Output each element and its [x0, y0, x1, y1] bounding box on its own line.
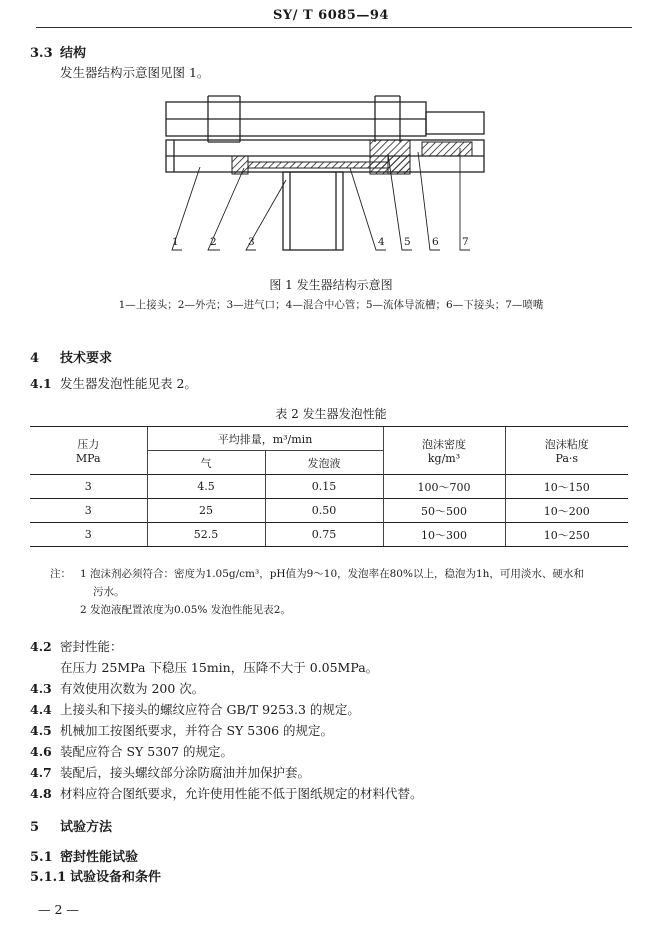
header-liquid: 发泡液: [265, 451, 383, 475]
section-4-3: [30, 679, 204, 697]
table-row: [30, 499, 628, 523]
header-viscosity: [505, 427, 628, 475]
cell-gas: 25: [147, 499, 265, 523]
cell-density: 100～700: [383, 475, 505, 499]
cell-pressure: 3: [30, 499, 147, 523]
section-number: 4.4: [30, 702, 52, 717]
section-4-4: [30, 700, 360, 718]
header-rule: [36, 27, 632, 28]
header-density-label: 泡沫密度: [422, 438, 466, 451]
cell-viscosity: 10～250: [505, 523, 628, 547]
section-title: 试验设备和条件: [70, 870, 162, 885]
cell-pressure: 3: [30, 523, 147, 547]
table-note-2: 2 发泡液配置浓度为0.05% 发泡性能见表2。: [80, 604, 291, 616]
table-2-title: 表 2 发生器发泡性能: [275, 407, 387, 421]
header-pressure: [30, 427, 147, 475]
section-4-7: [30, 763, 310, 781]
section-text: 装配后，接头螺纹部分涂防腐油并加保护套。: [60, 765, 311, 780]
header-gas: 气: [147, 451, 265, 475]
header-pressure-unit: MPa: [75, 452, 101, 465]
table-2: [30, 426, 628, 547]
section-number: 4.2: [30, 639, 52, 654]
figure-label-1: 1: [172, 236, 179, 248]
table-row: [30, 523, 628, 547]
section-number: 4.6: [30, 744, 52, 759]
section-text: 有效使用次数为 200 次。: [60, 681, 205, 696]
cell-density: 10～300: [383, 523, 505, 547]
cell-viscosity: 10～200: [505, 499, 628, 523]
figure-label-5: 5: [404, 236, 411, 248]
cell-gas: 4.5: [147, 475, 265, 499]
section-number: 4.1: [30, 376, 52, 391]
standard-header: SY/ T 6085—94: [273, 8, 389, 23]
cell-viscosity: 10～150: [505, 475, 628, 499]
section-title: 密封性能试验: [60, 850, 139, 865]
section-text: 材料应符合图纸要求，允许使用性能不低于图纸规定的材料代替。: [60, 786, 423, 801]
section-4-5: [30, 721, 333, 739]
section-5-heading: [30, 816, 112, 835]
section-4-1: [30, 374, 197, 392]
table-note-1: 1 泡沫剂必须符合：密度为1.05g/cm³，pH值为9～10，发泡率在80%以上，稳泡为1h，可用淡水、硬水和: [80, 568, 584, 580]
section-text: 发生器发泡性能见表 2。: [60, 376, 197, 391]
figure-label-3: 3: [248, 236, 255, 248]
header-flow: 平均排量，m³/min: [147, 427, 383, 451]
cell-pressure: 3: [30, 475, 147, 499]
cell-gas: 52.5: [147, 523, 265, 547]
figure-label-6: 6: [432, 236, 439, 248]
section-number: 4.5: [30, 723, 52, 738]
section-text: 机械加工按图纸要求，并符合 SY 5306 的规定。: [60, 723, 334, 738]
section-5-1-heading: [30, 846, 138, 865]
figure-1-legend: 1—上接头；2—外壳；3—进气口；4—混合中心管；5—流体导流槽；6—下接头；7—喷嘴: [118, 299, 544, 311]
section-number: 3.3: [30, 46, 53, 61]
section-title: 密封性能：: [60, 639, 123, 654]
figure-label-7: 7: [462, 236, 469, 248]
section-number: 4.8: [30, 786, 52, 801]
table-note-1-cont: 污水。: [93, 586, 125, 598]
table-notes-label: 注：: [50, 568, 71, 580]
section-number: 5.1.1: [30, 870, 67, 885]
header-pressure-label: 压力: [77, 438, 100, 451]
figure-label-2: 2: [210, 236, 217, 248]
section-number: 4.3: [30, 681, 52, 696]
section-number: 4: [30, 351, 40, 366]
section-number: 5: [30, 820, 40, 835]
section-4-6: [30, 742, 233, 760]
section-4-2-text: 在压力 25MPa 下稳压 15min，压降不大于 0.05MPa。: [60, 660, 379, 675]
section-4-8: [30, 784, 423, 802]
section-number: 5.1: [30, 850, 53, 865]
header-viscosity-label: 泡沫粘度: [544, 438, 589, 451]
section-number: 4.7: [30, 765, 52, 780]
figure-label-4: 4: [378, 236, 385, 248]
figure-1-caption: 图 1 发生器结构示意图: [269, 278, 393, 292]
header-viscosity-unit: Pa·s: [555, 452, 579, 465]
page-number: — 2 —: [38, 902, 79, 917]
section-title: 结构: [60, 46, 87, 61]
figure-1-drawing: [160, 92, 490, 266]
section-4-heading: [30, 347, 112, 366]
cell-density: 50～500: [383, 499, 505, 523]
cell-liquid: 0.15: [265, 475, 383, 499]
section-text: 上接头和下接头的螺纹应符合 GB/T 9253.3 的规定。: [60, 702, 360, 717]
header-density: [383, 427, 505, 475]
section-3-3-text: 发生器结构示意图见图 1。: [60, 65, 210, 80]
section-text: 装配应符合 SY 5307 的规定。: [60, 744, 234, 759]
section-3-3-heading: [30, 42, 86, 61]
section-5-1-1-heading: [30, 866, 161, 885]
header-density-unit: kg/m³: [427, 452, 461, 465]
section-title: 技术要求: [60, 351, 113, 366]
table-row: [30, 475, 628, 499]
section-title: 试验方法: [60, 820, 113, 835]
cell-liquid: 0.75: [265, 523, 383, 547]
section-4-2: [30, 637, 123, 655]
cell-liquid: 0.50: [265, 499, 383, 523]
